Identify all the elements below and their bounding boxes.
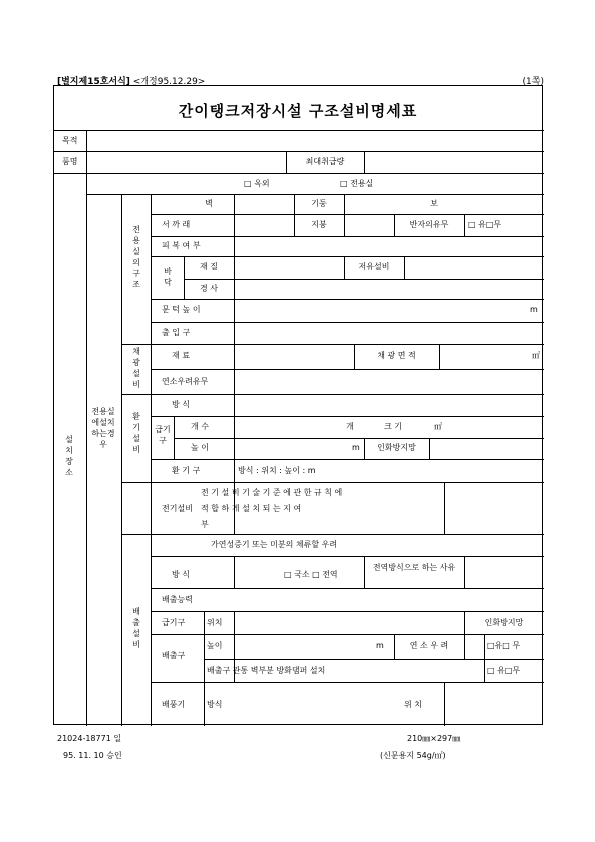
wall-label: 벽 [205,199,213,208]
coating-label: 피 복 여 부 [162,241,201,250]
purpose-label: 목적 [62,136,78,145]
height-label: 높 이 [191,443,209,452]
storage-label: 저유설비 [358,262,390,271]
column-label: 기둥 [311,199,327,208]
vent-outlet-detail: 방식 : 위치 : 높이 : m [238,466,316,475]
count-label: 개 수 [191,422,209,431]
exhaust-fire-risk-label: 연 소 우 려 [409,641,449,650]
room-check[interactable]: □ 전용실 [340,179,374,188]
fire-net-label: 인화방지망 [377,443,416,452]
intake-label: 급기구 [155,425,171,445]
exhaust-fire-net-label: 인화방지망 [484,618,524,627]
ceiling-label: 반자의유무 [409,220,449,229]
electric-line1: 전 기 설 비 기 술 기 준 에 관 한 규 칙 에 [201,488,343,497]
threshold-unit: m [530,305,538,314]
dedicated-case-label: 전용실에설치하는경우 [91,407,115,449]
item-label: 품명 [62,157,78,166]
structure-group-label: 전용실의구조 [132,225,140,289]
exhaust-method-options[interactable]: □ 국소 □ 전역 [284,570,338,579]
lighting-group-label: 채광설비 [132,347,140,389]
size-label: 크 기 [384,422,402,431]
ceiling-yesno[interactable]: □ 유□무 [468,220,502,229]
damper-yesno[interactable]: □ 유□무 [487,666,521,675]
footer-paper: (신문용지 54g/㎡) [380,751,446,760]
outdoor-check[interactable]: □ 옥외 [244,179,270,188]
fan-position-label: 위 치 [404,700,422,709]
form-number: [별지제15호서식] <개정95.12.29> [57,77,206,87]
exhaust-group-label: 배출설비 [132,607,140,649]
light-area-label: 채 광 면 적 [377,351,416,360]
entrance-label: 출 입 구 [162,328,191,337]
vent-method-label: 방 식 [172,400,190,409]
exhaust-height-label: 높이 [207,641,223,650]
form-frame [53,85,543,725]
fire-risk-label: 연소우려유무 [162,377,209,386]
fan-label: 배풍기 [162,700,186,709]
material-label: 재 질 [200,262,218,271]
max-qty-label: 최대취급량 [305,157,345,166]
light-material-label: 재 료 [172,351,190,360]
exhaust-reason-label: 전역방식으로 하는 사유 [372,563,456,572]
footer-code: 21024-18771 일 [57,734,122,743]
size-unit: ㎡ [434,422,442,431]
fan-method-label: 방식 [207,700,223,709]
location-label: 설치장소 [65,435,73,477]
exhaust-capacity-label: 배출능력 [162,595,193,604]
light-area-unit: ㎡ [532,351,540,360]
height-unit: m [352,443,360,452]
electric-line2: 적 합 하 게 설 치 되 는 지 여 [201,504,302,513]
form-title: 간이탱크저장시설 구조설비명세표 [178,102,418,120]
slope-label: 경 사 [200,284,218,293]
floor-label: 바닥 [164,267,172,287]
page-number: (1쪽) [522,77,544,87]
exhaust-height-unit: m [376,641,384,650]
exhaust-position-label: 위치 [207,618,223,627]
beam-label: 보 [430,199,438,208]
electric-group-label: 전기설비 [162,504,193,513]
exhaust-intake-label: 급기구 [162,618,186,627]
exhaust-fire-risk-yesno[interactable]: □유□ 무 [487,641,521,650]
ventilation-group-label: 환기설비 [132,412,140,454]
vent-outlet-label: 환 기 구 [172,466,201,475]
rafter-label: 서 까 래 [162,220,191,229]
count-unit: 개 [346,422,354,431]
footer-size: 210㎜×297㎜ [407,734,461,743]
exhaust-risk-label: 가연성증기 또는 미분의 체류할 우려 [211,540,338,549]
footer-approved: 95. 11. 10 승인 [63,751,122,760]
threshold-label: 문 턱 높 이 [162,305,201,314]
damper-label: 배출구 관통 벽부분 방화댐퍼 설치 [207,666,326,675]
roof-label: 지붕 [311,220,327,229]
exhaust-outlet-label: 배출구 [162,651,186,660]
exhaust-method-label: 방 식 [172,570,190,579]
electric-line3: 부 [201,520,209,529]
